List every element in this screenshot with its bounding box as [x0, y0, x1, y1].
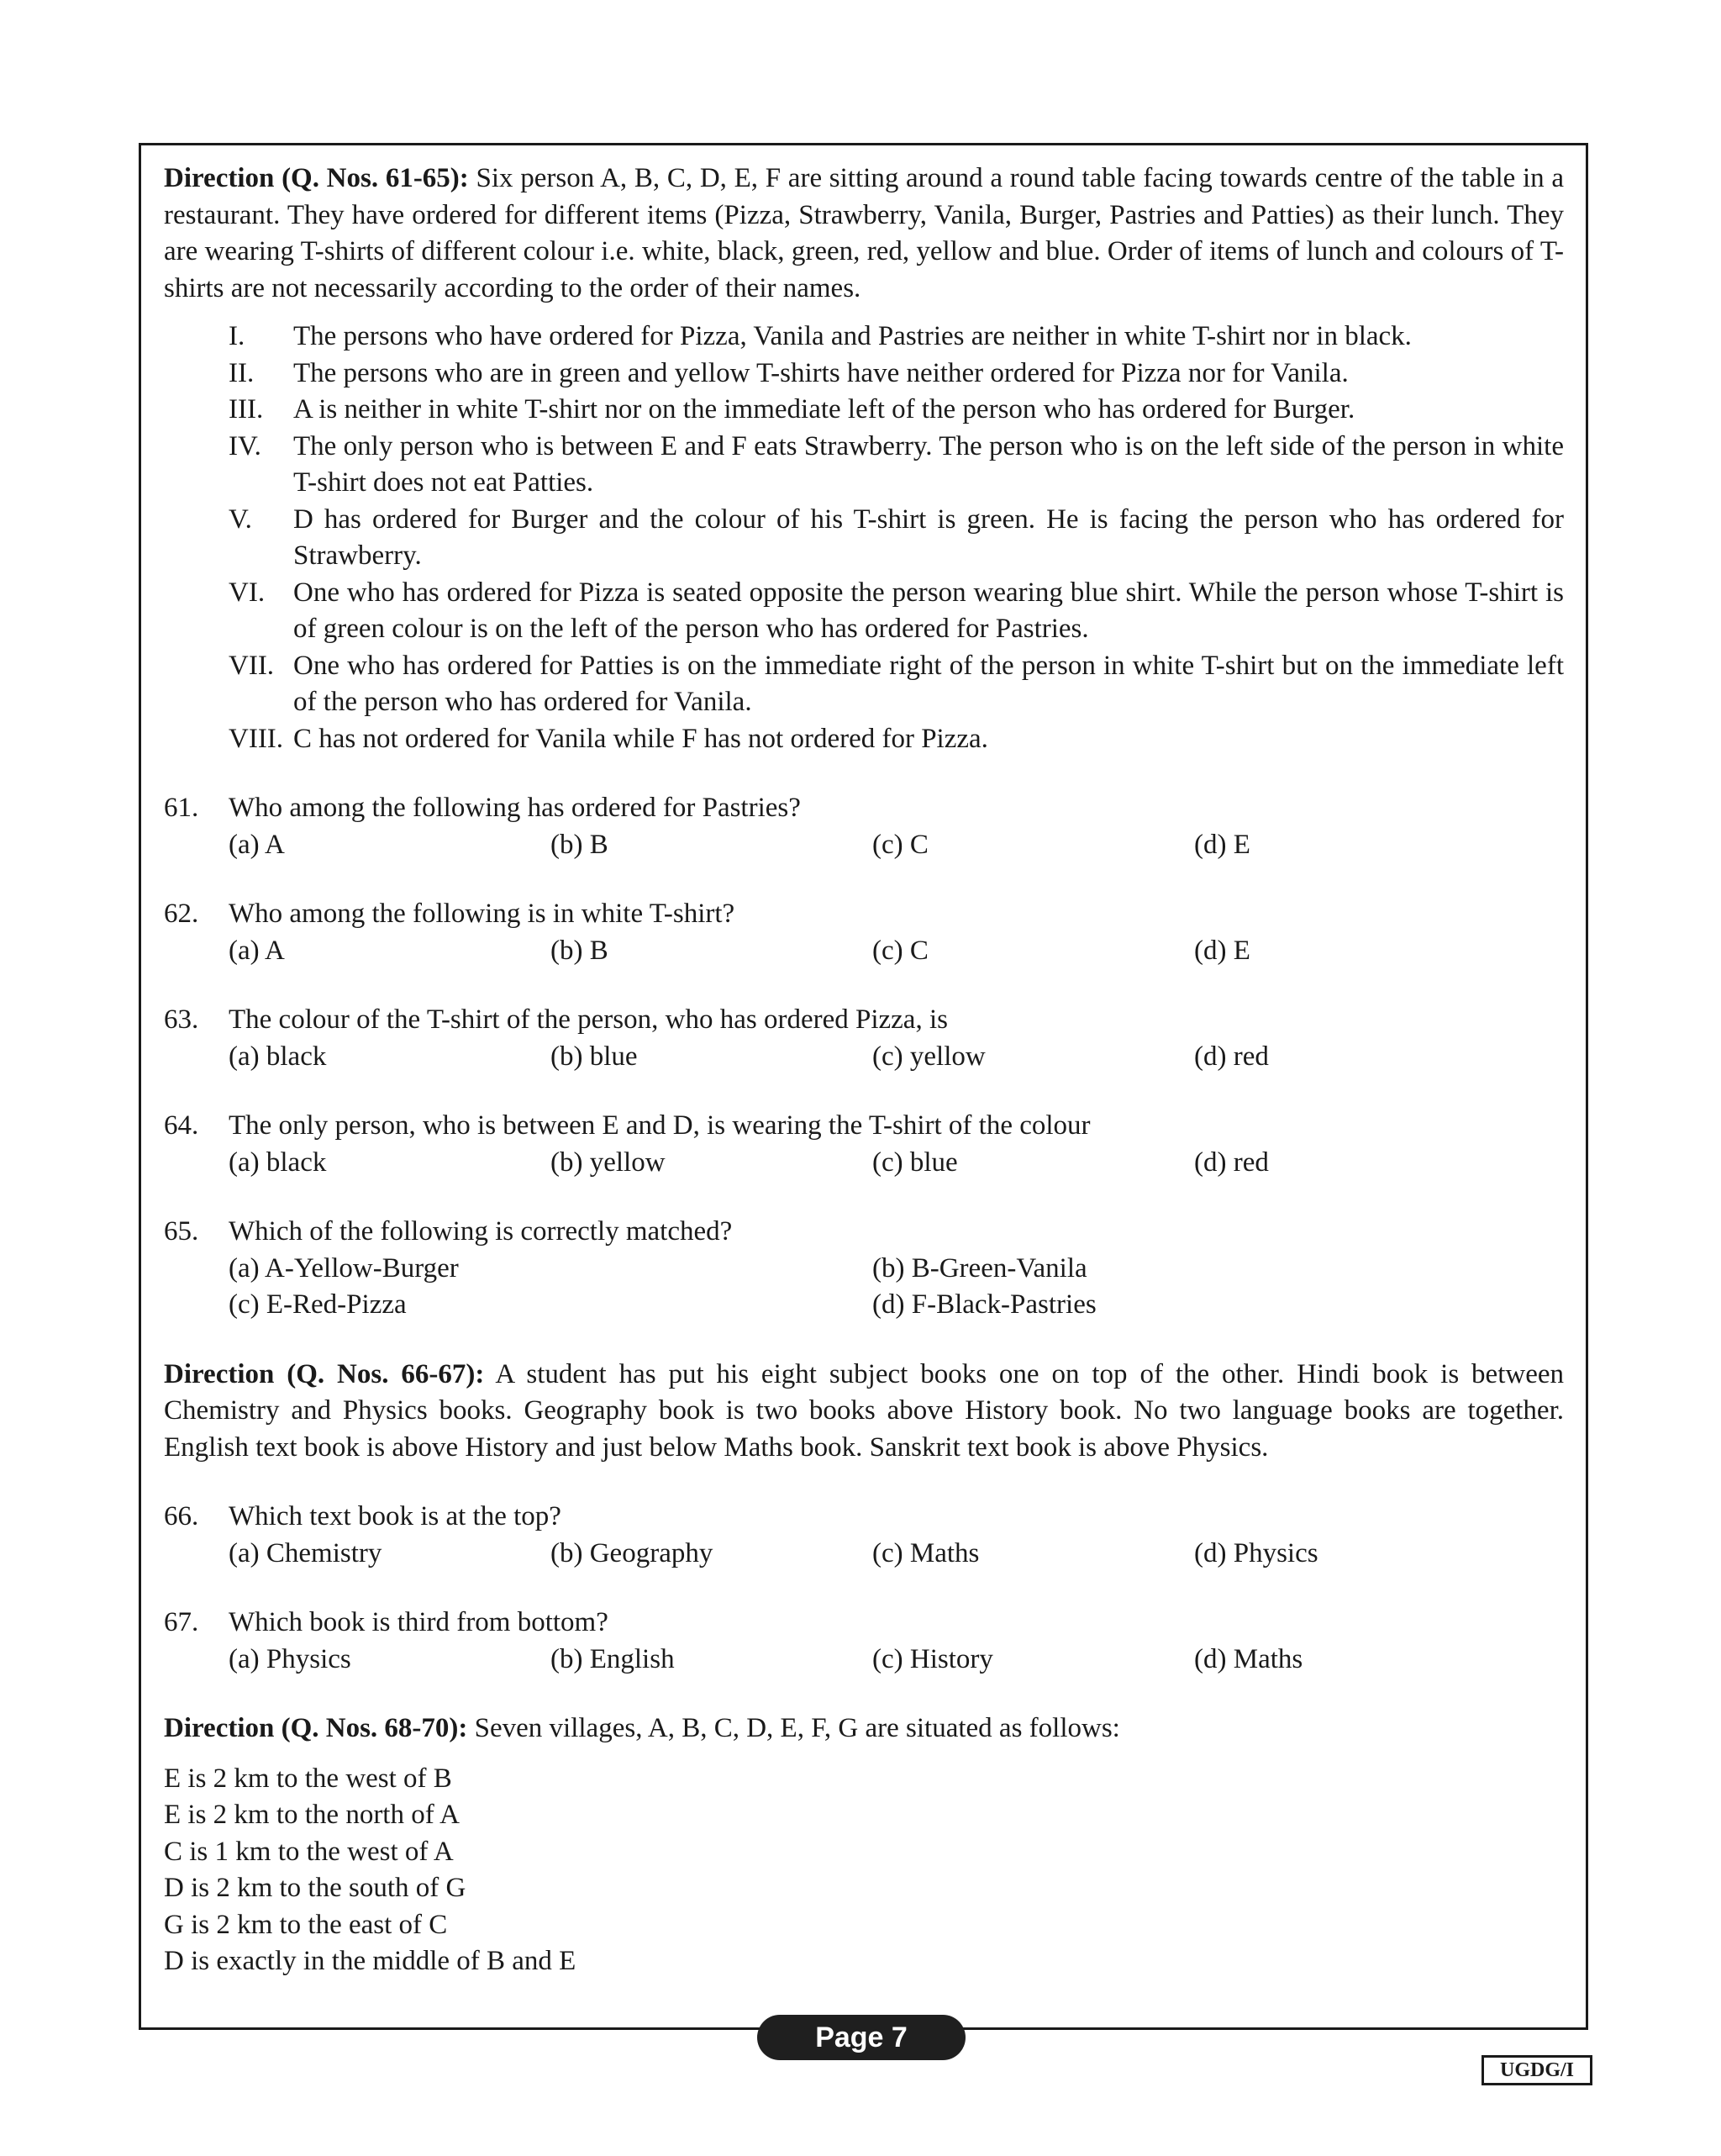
option-b: (b) yellow [550, 1147, 666, 1178]
statement-item: III. A is neither in white T-shirt nor on the immediate left of the person who has ordered for Burger. [229, 394, 1355, 424]
option-b: (b) blue [550, 1041, 638, 1072]
question-text: The only person, who is between E and D, is wearing the T-shirt of the colour [229, 1110, 1091, 1141]
question-text: Which of the following is correctly matched? [229, 1216, 733, 1247]
option-c: (c) C [872, 935, 929, 966]
option-a: (a) black [229, 1147, 327, 1178]
statement-item: VIII. C has not ordered for Vanila while F has not ordered for Pizza. [229, 723, 988, 754]
option-d: (d) F-Black-Pastries [872, 1289, 1097, 1320]
paper-code: UGDG/I [1482, 2055, 1592, 2085]
option-d: (d) red [1194, 1147, 1269, 1178]
question-text: The colour of the T-shirt of the person, who has ordered Pizza, is [229, 1004, 948, 1035]
option-a: (a) Physics [229, 1643, 351, 1674]
option-c: (c) History [872, 1643, 993, 1674]
village-fact: E is 2 km to the north of A [164, 1800, 460, 1830]
statement-item: VI. One who has ordered for Pizza is seated opposite the person wearing blue shirt. While the person whose T-shirt is of green colour is on the left of the person who has ordered for Pastries. [229, 577, 1564, 644]
village-list [164, 1761, 1564, 1980]
page-content [164, 161, 1564, 1980]
option-c: (c) blue [872, 1147, 958, 1178]
question-number: 66. [164, 1501, 199, 1531]
option-c: (c) Maths [872, 1537, 980, 1568]
question-text: Which book is third from bottom? [229, 1607, 608, 1637]
village-fact: G is 2 km to the east of C [164, 1909, 448, 1940]
option-a: (a) Chemistry [229, 1537, 382, 1568]
statement-item: VII. One who has ordered for Patties is on the immediate right of the person in white T-shirt but on the immediate left of the person who has ordered for Vanila. [229, 650, 1564, 717]
question-number: 62. [164, 899, 199, 929]
options [229, 827, 1564, 864]
village-fact: E is 2 km to the west of B [164, 1763, 452, 1794]
option-d: (d) Physics [1194, 1537, 1318, 1568]
question-text: Which text book is at the top? [229, 1501, 561, 1531]
option-d: (d) Maths [1194, 1643, 1303, 1674]
question-66 [164, 1499, 1564, 1572]
option-a: (a) A [229, 935, 285, 966]
question-65 [164, 1214, 1564, 1324]
statement-item: IV. The only person who is between E and F eats Strawberry. The person who is on the left side of the person in white T-shirt does not eat Patties. [229, 430, 1564, 498]
page-number-badge: Page 7 [757, 2015, 966, 2060]
option-b: (b) English [550, 1643, 675, 1674]
direction-66-67: Direction (Q. Nos. 66-67): A student has put his eight subject books one on top of the other. Hindi book is between Chemistry and Physics books. Geography book is two books above History book. No two language books are together. English text book is above History and just below Maths book. Sanskrit text book is above Physics. [164, 1358, 1564, 1463]
option-b: (b) B [550, 829, 608, 860]
option-d: (d) red [1194, 1041, 1269, 1072]
options [229, 933, 1564, 970]
option-b: (b) B-Green-Vanila [872, 1252, 1087, 1284]
question-63 [164, 1002, 1564, 1075]
statement-item: II. The persons who are in green and yellow T-shirts have neither ordered for Pizza nor for Vanila. [229, 357, 1349, 388]
options [229, 1536, 1564, 1573]
question-number: 64. [164, 1110, 199, 1141]
options [229, 1251, 1564, 1324]
direction-68-70: Direction (Q. Nos. 68-70): Seven villages, A, B, C, D, E, F, G are situated as follows: [164, 1713, 1120, 1743]
statement-item: I. The persons who have ordered for Pizza, Vanila and Pastries are neither in white T-shirt nor in black. [229, 321, 1412, 351]
question-text: Who among the following has ordered for Pastries? [229, 793, 801, 823]
option-b: (b) B [550, 935, 608, 966]
option-c: (c) yellow [872, 1041, 986, 1072]
option-b: (b) Geography [550, 1537, 713, 1568]
question-number: 67. [164, 1607, 199, 1637]
options [229, 1145, 1564, 1182]
village-fact: D is 2 km to the south of G [164, 1873, 466, 1903]
question-64 [164, 1108, 1564, 1181]
option-d: (d) E [1194, 935, 1250, 966]
option-a: (a) A-Yellow-Burger [229, 1252, 459, 1284]
options [229, 1642, 1564, 1679]
statement-list [164, 319, 1564, 757]
question-61 [164, 790, 1564, 863]
question-text: Who among the following is in white T-shirt? [229, 899, 735, 929]
village-fact: C is 1 km to the west of A [164, 1836, 454, 1867]
question-number: 61. [164, 793, 199, 823]
options [229, 1039, 1564, 1076]
statement-item: V. D has ordered for Burger and the colour of his T-shirt is green. He is facing the person who has ordered for Strawberry. [229, 503, 1564, 571]
option-a: (a) black [229, 1041, 327, 1072]
option-c: (c) E-Red-Pizza [229, 1289, 407, 1320]
option-c: (c) C [872, 829, 929, 860]
village-fact: D is exactly in the middle of B and E [164, 1946, 576, 1976]
question-62 [164, 896, 1564, 969]
option-d: (d) E [1194, 829, 1250, 860]
option-a: (a) A [229, 829, 285, 860]
page-frame [139, 143, 1588, 2030]
direction-61-65: Direction (Q. Nos. 61-65): Six person A, B, C, D, E, F are sitting around a round table facing towards centre of the table in a restaurant. They have ordered for different items (Pizza, Strawberry, Vanila, Burger, Pastries and Patties) as their lunch. They are wearing T-shirts of different colour i.e. white, black, green, red, yellow and blue. Order of items of lunch and colours of T-shirts are not necessarily according to the order of their names. [164, 163, 1565, 303]
question-67 [164, 1605, 1564, 1678]
question-number: 65. [164, 1216, 199, 1247]
question-number: 63. [164, 1004, 199, 1035]
